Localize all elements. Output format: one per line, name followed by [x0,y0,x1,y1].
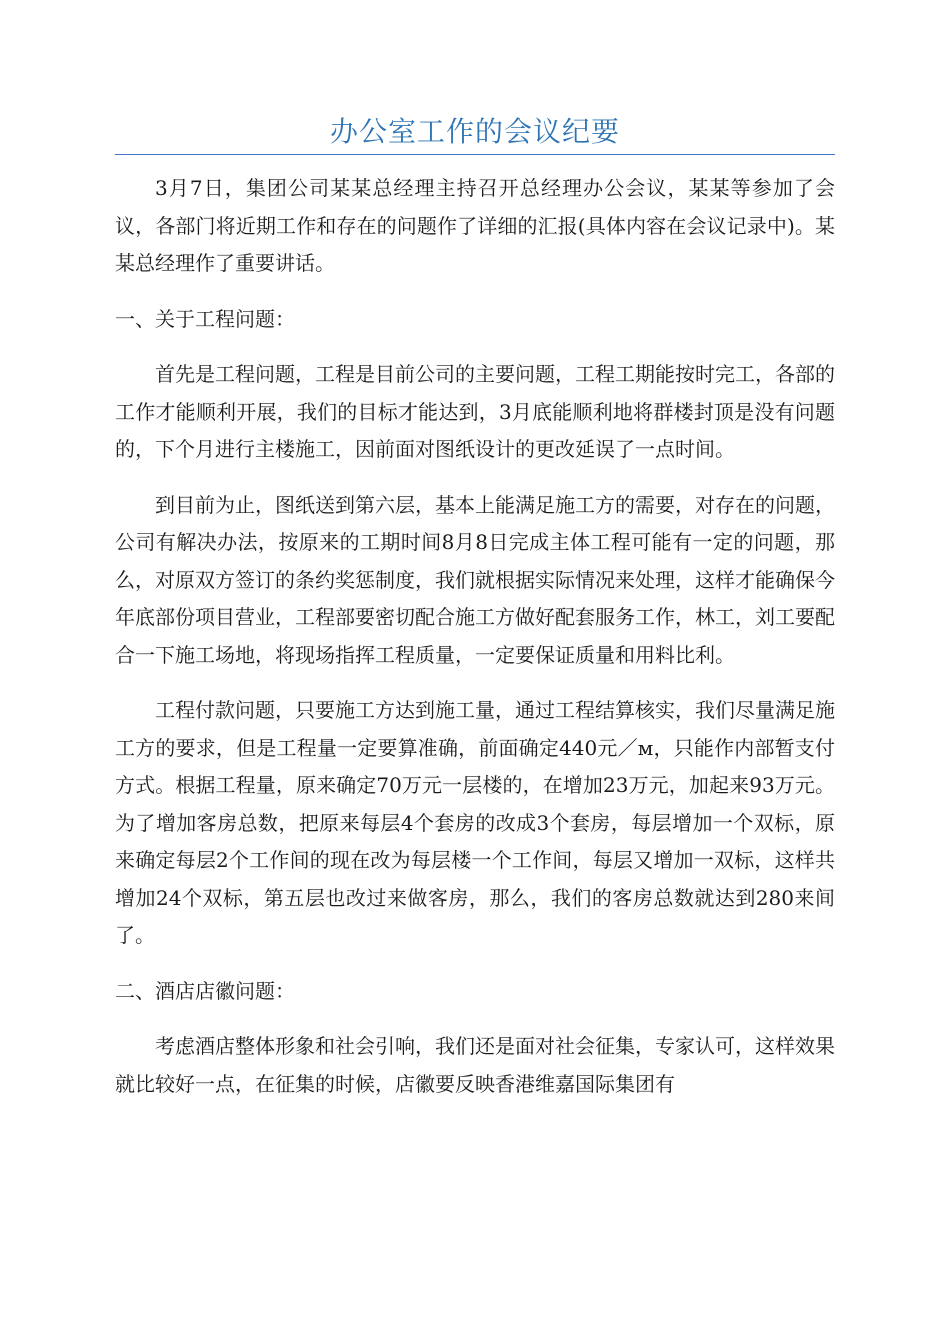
section-heading-engineering: 一、关于工程问题： [115,306,295,331]
document-body [115,170,835,1121]
paragraph-drawings-progress: 到目前为止，图纸送到第六层，基本上能满足施工方的需要，对存在的问题，公司有解决办法，按原来的工期时间8月8日完成主体工程可能有一定的问题，那么，对原双方签订的条约奖惩制度，我们就根据实际情况来处理，这样才能确保今年底部份项目营业，工程部要密切配合施工方做好配套服务工作，林工，刘工要配合一下施工场地，将现场指挥工程质量，一定要保证质量和用料比利。 [115,492,835,667]
paragraph-intro: 3月7日，集团公司某某总经理主持召开总经理办公会议，某某等参加了会议，各部门将近期工作和存在的问题作了详细的汇报(具体内容在会议记录中)。某某总经理作了重要讲话。 [115,176,835,275]
document-title: 办公室工作的会议纪要 [329,115,620,148]
paragraph-logo: 考虑酒店整体形象和社会引响，我们还是面对社会征集，专家认可，这样效果就比较好一点，在征集的时候，店徽要反映香港维嘉国际集团有 [115,1034,835,1096]
section-heading-logo: 二、酒店店徽问题： [115,978,295,1003]
paragraph-payment: 工程付款问题，只要施工方达到施工量，通过工程结算核实，我们尽量满足施工方的要求，但是工程量一定要算准确，前面确定440元／м，只能作内部暂支付方式。根据工程量，原来确定70万元一层楼的，在增加23万元，加起来93万元。为了增加客房总数，把原来每层4个套房的改成3个套房，每层增加一个双标，原来确定每层2个工作间的现在改为每层楼一个工作间，每层又增加一双标，这样共增加24个双标，第五层也改过来做客房，那么，我们的客房总数就达到280来间了。 [115,698,835,947]
paragraph-engineering-schedule: 首先是工程问题，工程是目前公司的主要问题，工程工期能按时完工，各部的工作才能顺利开展，我们的目标才能达到，3月底能顺利地将群楼封顶是没有问题的，下个月进行主楼施工，因前面对图纸设计的更改延误了一点时间。 [115,362,835,461]
title-underline [115,154,835,155]
